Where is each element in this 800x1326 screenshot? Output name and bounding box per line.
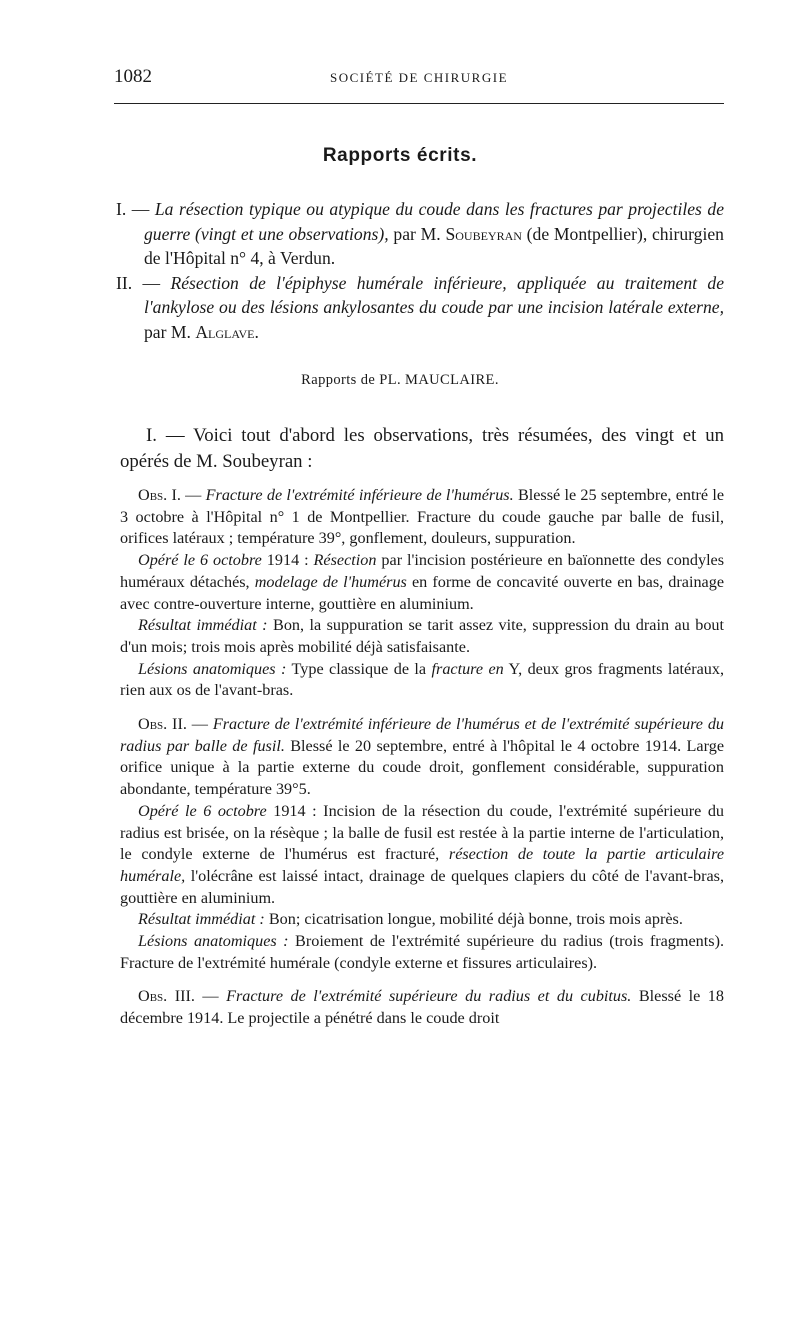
paragraph-italic: modelage de l'humérus: [254, 572, 407, 591]
paragraph-text: Broiement de l'extrémité supérieure du radius (trois fragments). Fracture de l'extrémité humérale (condyle externe et fissures articulaires).: [120, 932, 725, 972]
observation-label: Obs. I. —: [138, 486, 202, 504]
observation-paragraph: [120, 550, 724, 615]
observation-heading: [120, 714, 724, 801]
running-head: [114, 66, 724, 90]
observation-text: Blessé le 20 septembre, entré à l'hôpital le 4 octobre 1914. Large orifice unique à la partie externe du coude droit, gonflement considérable, suppuration abondante, température 39°5.: [120, 736, 724, 799]
paragraph-text: par l'incision postérieure en baïonnette des condyles huméraux détachés,: [120, 551, 725, 591]
paragraph-lead: Opéré le 6 octobre: [138, 801, 267, 820]
observation: [120, 986, 724, 1029]
observation-paragraph: [120, 615, 724, 658]
observation-heading: [120, 485, 724, 550]
paragraph-lead: Lésions anatomiques :: [138, 659, 287, 678]
report-number: I. —: [116, 199, 150, 219]
report-affiliation: (de Montpellier), chirurgien de l'Hôpital n° 4, à Verdun.: [144, 223, 724, 268]
paragraph-text: Type classique de la: [291, 659, 427, 678]
observation-text: Blessé le 25 septembre, entré le 3 octobre à l'Hôpital n° 1 de Montpellier. Fracture du coude gauche par balle de fusil, orifices latéraux ; température 39°, gonflement, douleurs, suppuration.: [120, 486, 725, 548]
report-author: Alglave: [195, 321, 255, 342]
report-by: par M.: [144, 321, 191, 342]
observations: [120, 485, 724, 1042]
report-affiliation: .: [254, 321, 259, 342]
paragraph-text: l'olécrâne est laissé intact, drainage de quelques clapiers du côté de l'avant-bras, gouttière en aluminium.: [120, 866, 725, 907]
paragraph-text: Bon; cicatrisation longue, mobilité déjà bonne, trois mois après.: [268, 910, 683, 929]
observation: [120, 485, 724, 702]
observation: [120, 714, 724, 974]
observation-title: Fracture de l'extrémité supérieure du radius et du cubitus.: [226, 987, 632, 1006]
report-list: [116, 197, 724, 344]
observation-title: Fracture de l'extrémité inférieure de l'humérus.: [205, 486, 514, 504]
observation-paragraph: [120, 659, 724, 702]
paragraph-italic: fracture en: [431, 659, 504, 678]
paragraph-text: 1914 : Incision de la résection du coude, l'extrémité supérieure du radius est brisée, on la résèque ; la balle de fusil est restée à la partie interne de l'articulation, le condyle externe de l'humérus est fracturé,: [120, 801, 725, 864]
observation-label: Obs. II. —: [138, 715, 208, 734]
observation-paragraph: [120, 801, 724, 910]
observation-heading: [120, 986, 724, 1029]
page-number: 1082: [114, 66, 152, 87]
paragraph-text: en forme de concavité ouverte en bas, drainage avec contre-ouverture interne, gouttière en aluminium.: [120, 572, 725, 613]
report-item: [116, 271, 724, 345]
paragraph-text: Y, deux gros fragments latéraux, rien aux os de l'avant-bras.: [120, 659, 725, 700]
paragraph-lead: Opéré le 6 octobre: [138, 551, 262, 570]
paragraph-italic: résection de toute la partie articulaire humérale,: [120, 845, 725, 885]
observation-label: Obs. III. —: [138, 987, 219, 1006]
paragraph-lead: Résultat immédiat :: [138, 910, 265, 929]
running-title: SOCIÉTÉ DE CHIRURGIE: [329, 70, 509, 85]
paragraph-text: Bon, la suppuration se tarit assez vite, suppression du drain au bout d'un mois; trois mois après mobilité déjà satisfaisante.: [120, 616, 725, 656]
section-title: Rapports écrits.: [322, 145, 478, 166]
report-author: Soubeyran: [445, 223, 522, 244]
report-item: [116, 197, 724, 271]
paragraph-text: 1914 :: [266, 551, 309, 570]
observation-text: Blessé le 18 décembre 1914. Le projectile a pénétré dans le coude droit: [120, 987, 724, 1028]
header-rule: [114, 103, 724, 104]
paragraph-italic: Résection: [313, 551, 377, 570]
report-title: Résection de l'épiphyse humérale inférieure, appliquée au traitement de l'ankylose ou des lésions ankylosantes du coude par une incision latérale externe,: [144, 272, 725, 317]
observation-paragraph: [120, 909, 724, 931]
report-number: II. —: [116, 272, 161, 293]
observation-paragraph: [120, 931, 724, 974]
intro-paragraph: I. — Voici tout d'abord les observations, très résumées, des vingt et un opérés de M. Soubeyran :: [120, 425, 724, 472]
rapporteur-line: Rapports de PL. MAUCLAIRE.: [301, 372, 499, 388]
report-by: par M.: [393, 223, 441, 244]
paragraph-lead: Lésions anatomiques :: [138, 932, 289, 951]
observation-title: Fracture de l'extrémité inférieure de l'humérus et de l'extrémité supérieure du radius par balle de fusil.: [120, 715, 725, 755]
paragraph-lead: Résultat immédiat :: [138, 616, 268, 635]
report-title: La résection typique ou atypique du coude dans les fractures par projectiles de guerre (vingt et une observations),: [144, 199, 725, 244]
